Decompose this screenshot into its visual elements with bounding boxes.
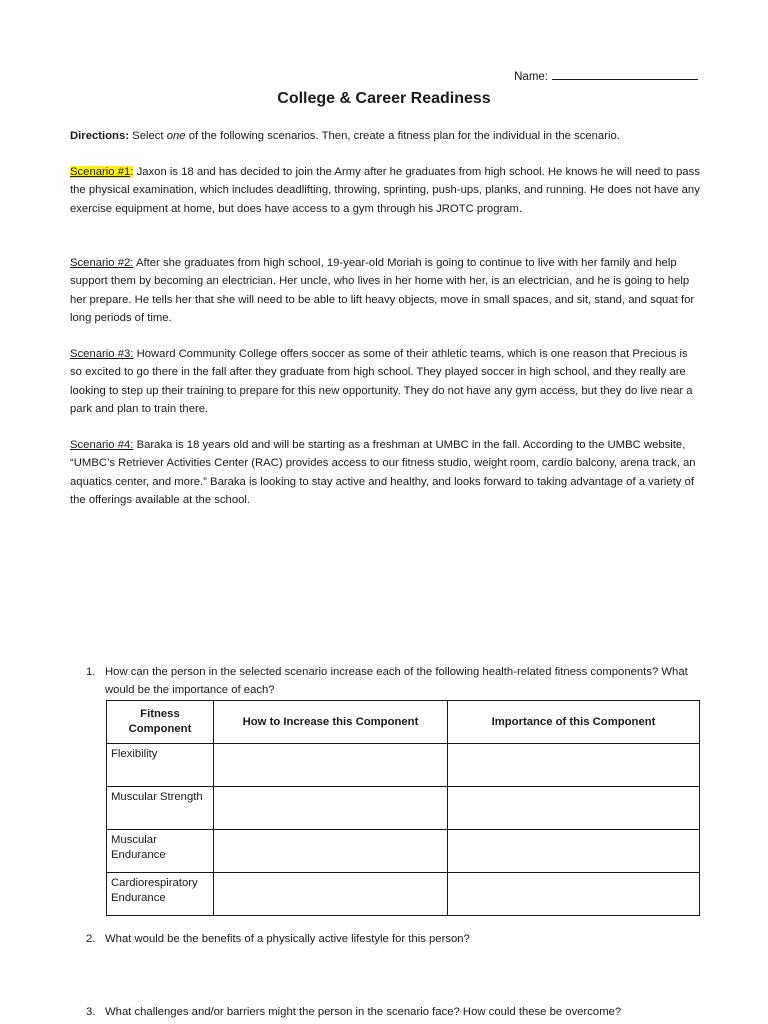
page-title: College & Career Readiness <box>277 90 491 107</box>
question-2-text: What would be the benefits of a physically active lifestyle for this person? <box>105 933 470 945</box>
scenario-1-colon: : <box>130 166 134 178</box>
directions-emphasis: one <box>166 130 186 142</box>
directions-text-before: Select <box>129 130 167 142</box>
question-1 <box>86 663 706 699</box>
question-3 <box>86 1003 706 1021</box>
row-label-muscular-endurance: Muscular Endurance <box>107 830 214 873</box>
table-row <box>107 744 700 787</box>
table-row <box>107 830 700 873</box>
flexibility-importance-cell[interactable] <box>448 744 700 787</box>
scenario-4-text: Baraka is 18 years old and will be starting as a freshman at UMBC in the fall. According to the UMBC website, “UMBC’s Retriever Activities Center (RAC) provides access to our fitness studio, weight room, cardio balcony, arena track, an aquatics center, and more.” Baraka is looking to stay active and healthy, and looks forward to taking advantage of a variety of the offerings available at the school. <box>70 439 696 506</box>
name-blank-line[interactable] <box>552 69 698 80</box>
name-field[interactable] <box>514 69 698 83</box>
muscular-endurance-importance-cell[interactable] <box>448 830 700 873</box>
table-row <box>107 787 700 830</box>
question-3-number: 3. <box>86 1006 96 1018</box>
question-1-text: How can the person in the selected scenario increase each of the following health-related fitness components? What would be the importance of each? <box>105 666 688 696</box>
table-header-how-to-increase: How to Increase this Component <box>213 701 447 744</box>
scenario-3-label: Scenario #3: <box>70 348 134 360</box>
question-1-number: 1. <box>86 666 96 678</box>
table-header-component: Fitness Component <box>107 701 214 744</box>
flexibility-how-cell[interactable] <box>213 744 447 787</box>
scenario-4-label: Scenario #4: <box>70 439 134 451</box>
muscular-strength-importance-cell[interactable] <box>448 787 700 830</box>
scenario-2-text: After she graduates from high school, 19-year-old Moriah is going to continue to live with her family and help support them by becoming an electrician. Her uncle, who lives in her home with her, is an electrician, and he is going to help her prepare. He tells her that she will need to be able to lift heavy objects, move in small spaces, and sit, stand, and squat for long periods of time. <box>70 257 695 324</box>
table-row <box>107 873 700 916</box>
muscular-endurance-how-cell[interactable] <box>213 830 447 873</box>
row-label-cardiorespiratory-endurance: Cardiorespiratory Endurance <box>107 873 214 916</box>
cardiorespiratory-how-cell[interactable] <box>213 873 447 916</box>
scenario-1 <box>70 163 700 218</box>
directions-label: Directions: <box>70 130 130 142</box>
table-header-row <box>107 701 700 744</box>
scenario-3 <box>70 345 700 418</box>
row-label-muscular-strength: Muscular Strength <box>107 787 214 830</box>
directions-text-after: of the following scenarios. Then, create a fitness plan for the individual in the scenario. <box>185 130 620 142</box>
question-2 <box>86 930 706 948</box>
scenario-2 <box>70 254 700 327</box>
scenario-4 <box>70 436 700 509</box>
row-label-flexibility: Flexibility <box>107 744 214 787</box>
directions-paragraph <box>70 127 700 145</box>
muscular-strength-how-cell[interactable] <box>213 787 447 830</box>
scenario-1-label: Scenario #1 <box>70 166 131 178</box>
question-3-text: What challenges and/or barriers might the person in the scenario face? How could these be overcome? <box>105 1006 622 1018</box>
fitness-components-table <box>106 700 700 916</box>
scenario-2-label: Scenario #2: <box>70 257 134 269</box>
table-header-importance: Importance of this Component <box>448 701 700 744</box>
name-label: Name: <box>514 71 548 83</box>
question-2-number: 2. <box>86 933 96 945</box>
cardiorespiratory-importance-cell[interactable] <box>448 873 700 916</box>
scenario-1-text: Jaxon is 18 and has decided to join the Army after he graduates from high school. He knows he will need to pass the physical examination, which includes deadlifting, throwing, sprinting, push-ups, planks, and running. He does not have any exercise equipment at home, but does have access to a gym through his JROTC program. <box>70 166 700 215</box>
scenario-3-text: Howard Community College offers soccer as some of their athletic teams, which is one reason that Precious is so excited to go there in the fall after they graduate from high school. They played soccer in high school, and they really are looking to step up their training to prepare for this new opportunity. They do not have any gym access, but they do live near a park and plan to train there. <box>70 348 693 415</box>
